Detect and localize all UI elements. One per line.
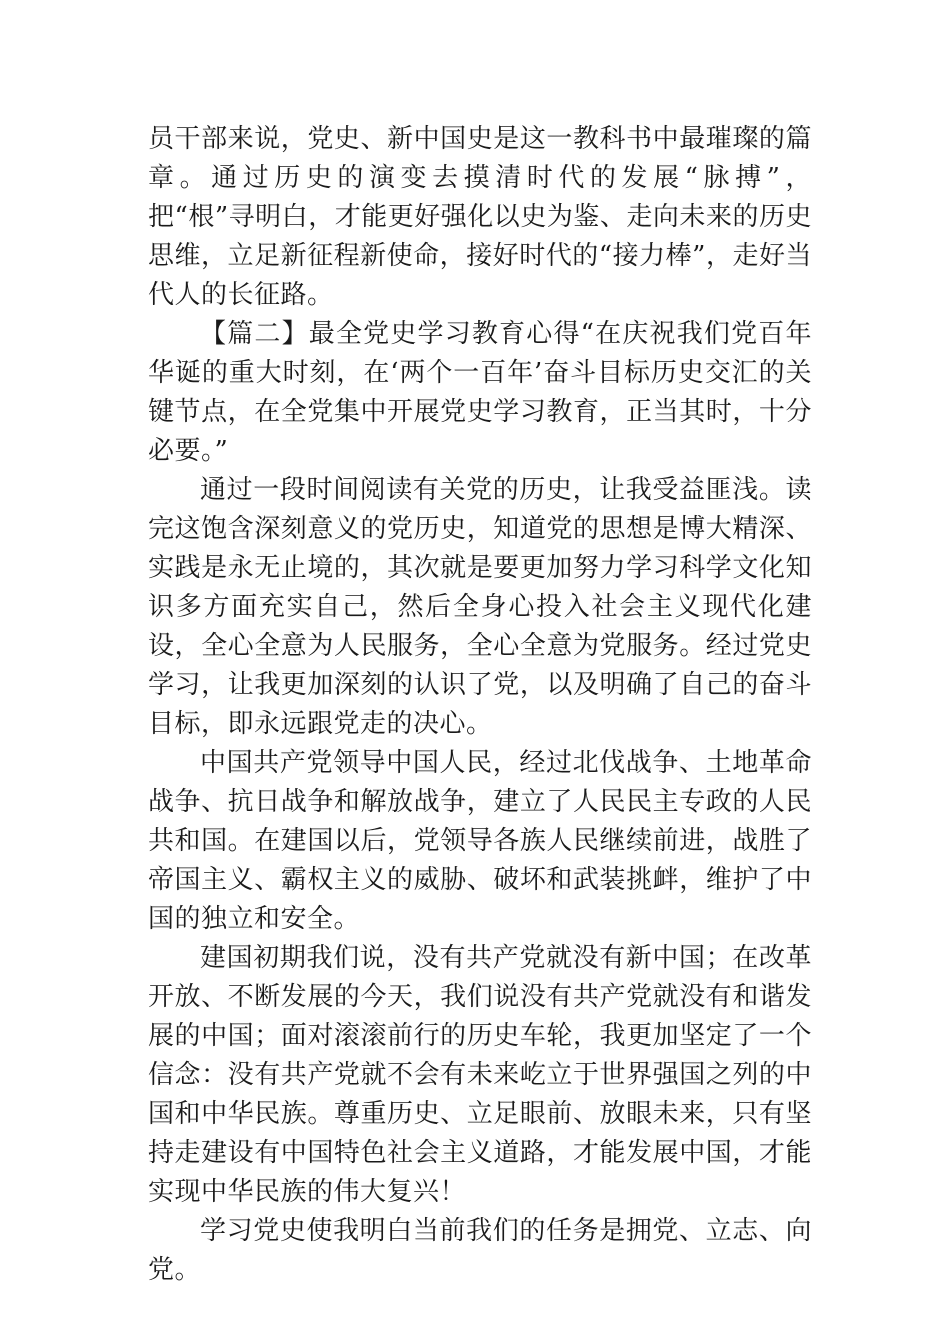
paragraph-continuation: 员干部来说，党史、新中国史是这一教科书中最璀璨的篇章。通过历史的演变去摸清时代的发展“脉搏”，把“根”寻明白，才能更好强化以史为鉴、走向未来的历史思维，立足新征程新使命，接好时代的“接力棒”，走好当代人的长征路。 <box>148 124 812 310</box>
paragraph-current-tasks: 学习党史使我明白当前我们的任务是拥党、立志、向党。 <box>148 1216 812 1285</box>
paragraph-founding-era: 建国初期我们说，没有共产党就没有新中国；在改革开放、不断发展的今天，我们说没有共产党就没有和谐发展的中国；面对滚滚前行的历史车轮，我更加坚定了一个信念：没有共产党就不会有未来屹立于世界强国之列的中国和中华民族。尊重历史、立足眼前、放眼未来，只有坚持走建设有中国特色社会主义道路，才能发展中国，才能实现中华民族的伟大复兴！ <box>148 943 812 1207</box>
paragraph-party-leadership: 中国共产党领导中国人民，经过北伐战争、土地革命战争、抗日战争和解放战争，建立了人民民主专政的人民共和国。在建国以后，党领导各族人民继续前进，战胜了帝国主义、霸权主义的威胁、破坏和武装挑衅，维护了中国的独立和安全。 <box>148 748 812 934</box>
paragraph-section-two-intro: 【篇二】最全党史学习教育心得“在庆祝我们党百年华诞的重大时刻，在‘两个一百年’奋斗目标历史交汇的关键节点，在全党集中开展党史学习教育，正当其时，十分必要。” <box>148 319 812 466</box>
document-body <box>148 120 812 1290</box>
paragraph-reading-history: 通过一段时间阅读有关党的历史，让我受益匪浅。读完这饱含深刻意义的党历史，知道党的思想是博大精深、实践是永无止境的，其次就是要更加努力学习科学文化知识多方面充实自己，然后全身心投入社会主义现代化建设，全心全意为人民服务，全心全意为党服务。经过党史学习，让我更加深刻的认识了党，以及明确了自己的奋斗目标，即永远跟党走的决心。 <box>148 475 812 739</box>
